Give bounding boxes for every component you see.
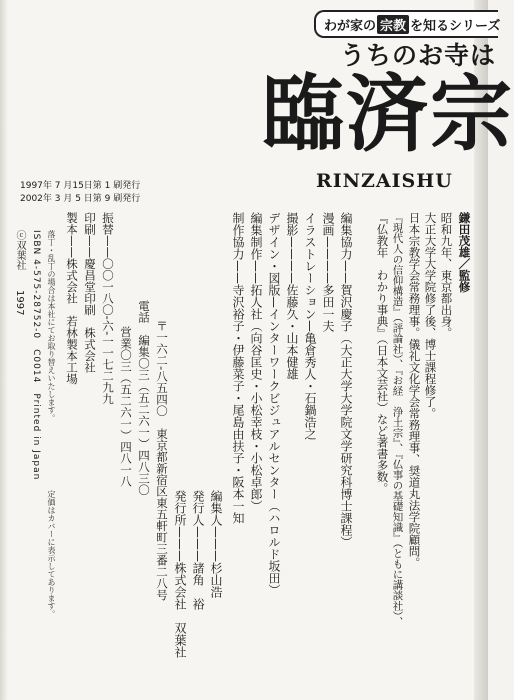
notice-price: 定価はカバーに表示してあります。 (47, 490, 56, 618)
credit-cooperation: 制作協力——寺沢裕子・伊藤菜子・尾島由扶子・阪本一知 (231, 212, 245, 524)
series-post: を知るシリーズ (410, 18, 501, 34)
credit-illustration: イラストレーション—亀倉秀人・石鍋浩之 (303, 212, 317, 440)
notice-replacement: 落丁・乱丁の場合は本社にてお取り替えいたします。 (47, 230, 56, 422)
credit-label: 編集協力 (339, 212, 353, 260)
transfer-label: 振替 (101, 212, 115, 235)
printer-label: 印刷 (83, 212, 97, 235)
credit-label: 漫画 (321, 212, 335, 236)
binder-label: 製本 (65, 212, 79, 235)
binder-name: 株式会社 若林製本工場 (65, 258, 79, 385)
phone-edit: 編集〇三（五二六一）四八三〇 (137, 334, 151, 496)
credit-design: デザイン・図版—インターワークビジュアルセンター（ハロルド坂田） (267, 212, 281, 596)
print-first: 1997年 7 月15日第 1 刷発行 (20, 181, 141, 191)
credit-value: インターワークビジュアルセンター（ハロルド坂田） (267, 308, 281, 596)
binder-line: 製本——株式会社 若林製本工場 (65, 212, 79, 385)
transfer-line: 振替——〇〇一八〇-六-一一七二九九 (101, 212, 115, 405)
book-title-roman: RINZAISHU (316, 170, 453, 192)
office-name: 株式会社 双葉社 (173, 562, 187, 658)
credit-value: 佐藤久・山本健雄 (285, 284, 299, 380)
book-subtitle: うちのお寺は (340, 41, 497, 70)
credit-label: イラストレーション (303, 212, 317, 320)
credit-editing-assist: 編集協力——賀沢慶子（大正大学大学院文学研究科博士課程） (339, 212, 353, 548)
series-banner (314, 10, 501, 38)
series-highlight: 宗教 (377, 15, 409, 34)
credit-label: 制作協力 (231, 212, 245, 260)
editor-name: 杉山浩 (209, 562, 223, 598)
book-title: 臨済宗 (262, 67, 514, 162)
credit-value: 亀倉秀人・石鍋浩之 (303, 332, 317, 440)
page-gutter-shadow (0, 0, 8, 700)
bio-line-2: 大正大学大学院修了後、博士課程修了。 (423, 212, 438, 419)
print-history (20, 180, 140, 206)
printer-name: 慶昌堂印刷 株式会社 (83, 258, 97, 373)
office-label: 発行所 (173, 490, 187, 526)
publisher-address: 〒一六二-八五四〇 東京都新宿区東五軒町三番二八号 (155, 320, 169, 601)
series-pre: わが家の (324, 18, 377, 34)
credit-value: 多田一夫 (321, 284, 335, 332)
bio-line-4: 『現代人の信仰構造』（評論社）、『お経 浄土宗』、『仏事の基礎知識』（ともに講談社）、 (391, 212, 404, 627)
phone-edit-line (136, 300, 152, 496)
credit-photo: 撮影————佐藤久・山本健雄 (285, 212, 299, 380)
bio-line-3: 日本宗教学会常務理事。儀礼文化学会常務理事、奨道丸法学院顧問。 (407, 212, 422, 569)
copyright-mark: ⓒ双葉社 1997 (14, 230, 25, 316)
issuer-line: 発行人———諸角 裕 (191, 490, 205, 610)
credit-manga: 漫画————多田一夫 (321, 212, 335, 332)
supervisor-name: 鎌田茂雄／監修 (457, 212, 472, 293)
bio-line-5: 『仏教年 わかり事典』（日本文芸社）など著書多数。 (375, 212, 390, 494)
credit-value: 拓人社（向谷匡史・小松幸枝・小松卓郎） (249, 284, 263, 512)
print-ninth: 2002年 3 月 5 日第 9 刷発行 (20, 194, 141, 204)
office-line: 発行所———株式会社 双葉社 (173, 490, 187, 658)
credit-value: 寺沢裕子・伊藤菜子・尾島由扶子・阪本一知 (231, 284, 245, 524)
credit-value: 賀沢慶子（大正大学大学院文学研究科博士課程） (339, 284, 353, 548)
phone-label: 電話 (137, 300, 151, 323)
issuer-label: 発行人 (191, 490, 205, 526)
credit-label: デザイン・図版 (267, 212, 281, 296)
credit-label: 編集制作 (249, 212, 263, 260)
bio-line-1: 昭和九年、東京都出身。 (439, 212, 454, 339)
printer-line: 印刷——慶昌堂印刷 株式会社 (83, 212, 97, 373)
isbn-code: ISBN 4-575-28752-0 C0014 Printed in Japan (31, 230, 41, 481)
phone-sales: 営業〇三（五二六一）四八一八 (119, 326, 133, 487)
credit-label: 撮影 (285, 212, 299, 236)
editor-label: 編集人 (209, 490, 223, 526)
credit-production: 編集制作——拓人社（向谷匡史・小松幸枝・小松卓郎） (249, 212, 263, 512)
editor-line: 編集人———杉山浩 (209, 490, 223, 598)
issuer-name: 諸角 裕 (191, 562, 205, 610)
transfer-number: 〇〇一八〇-六-一一七二九九 (101, 258, 115, 405)
